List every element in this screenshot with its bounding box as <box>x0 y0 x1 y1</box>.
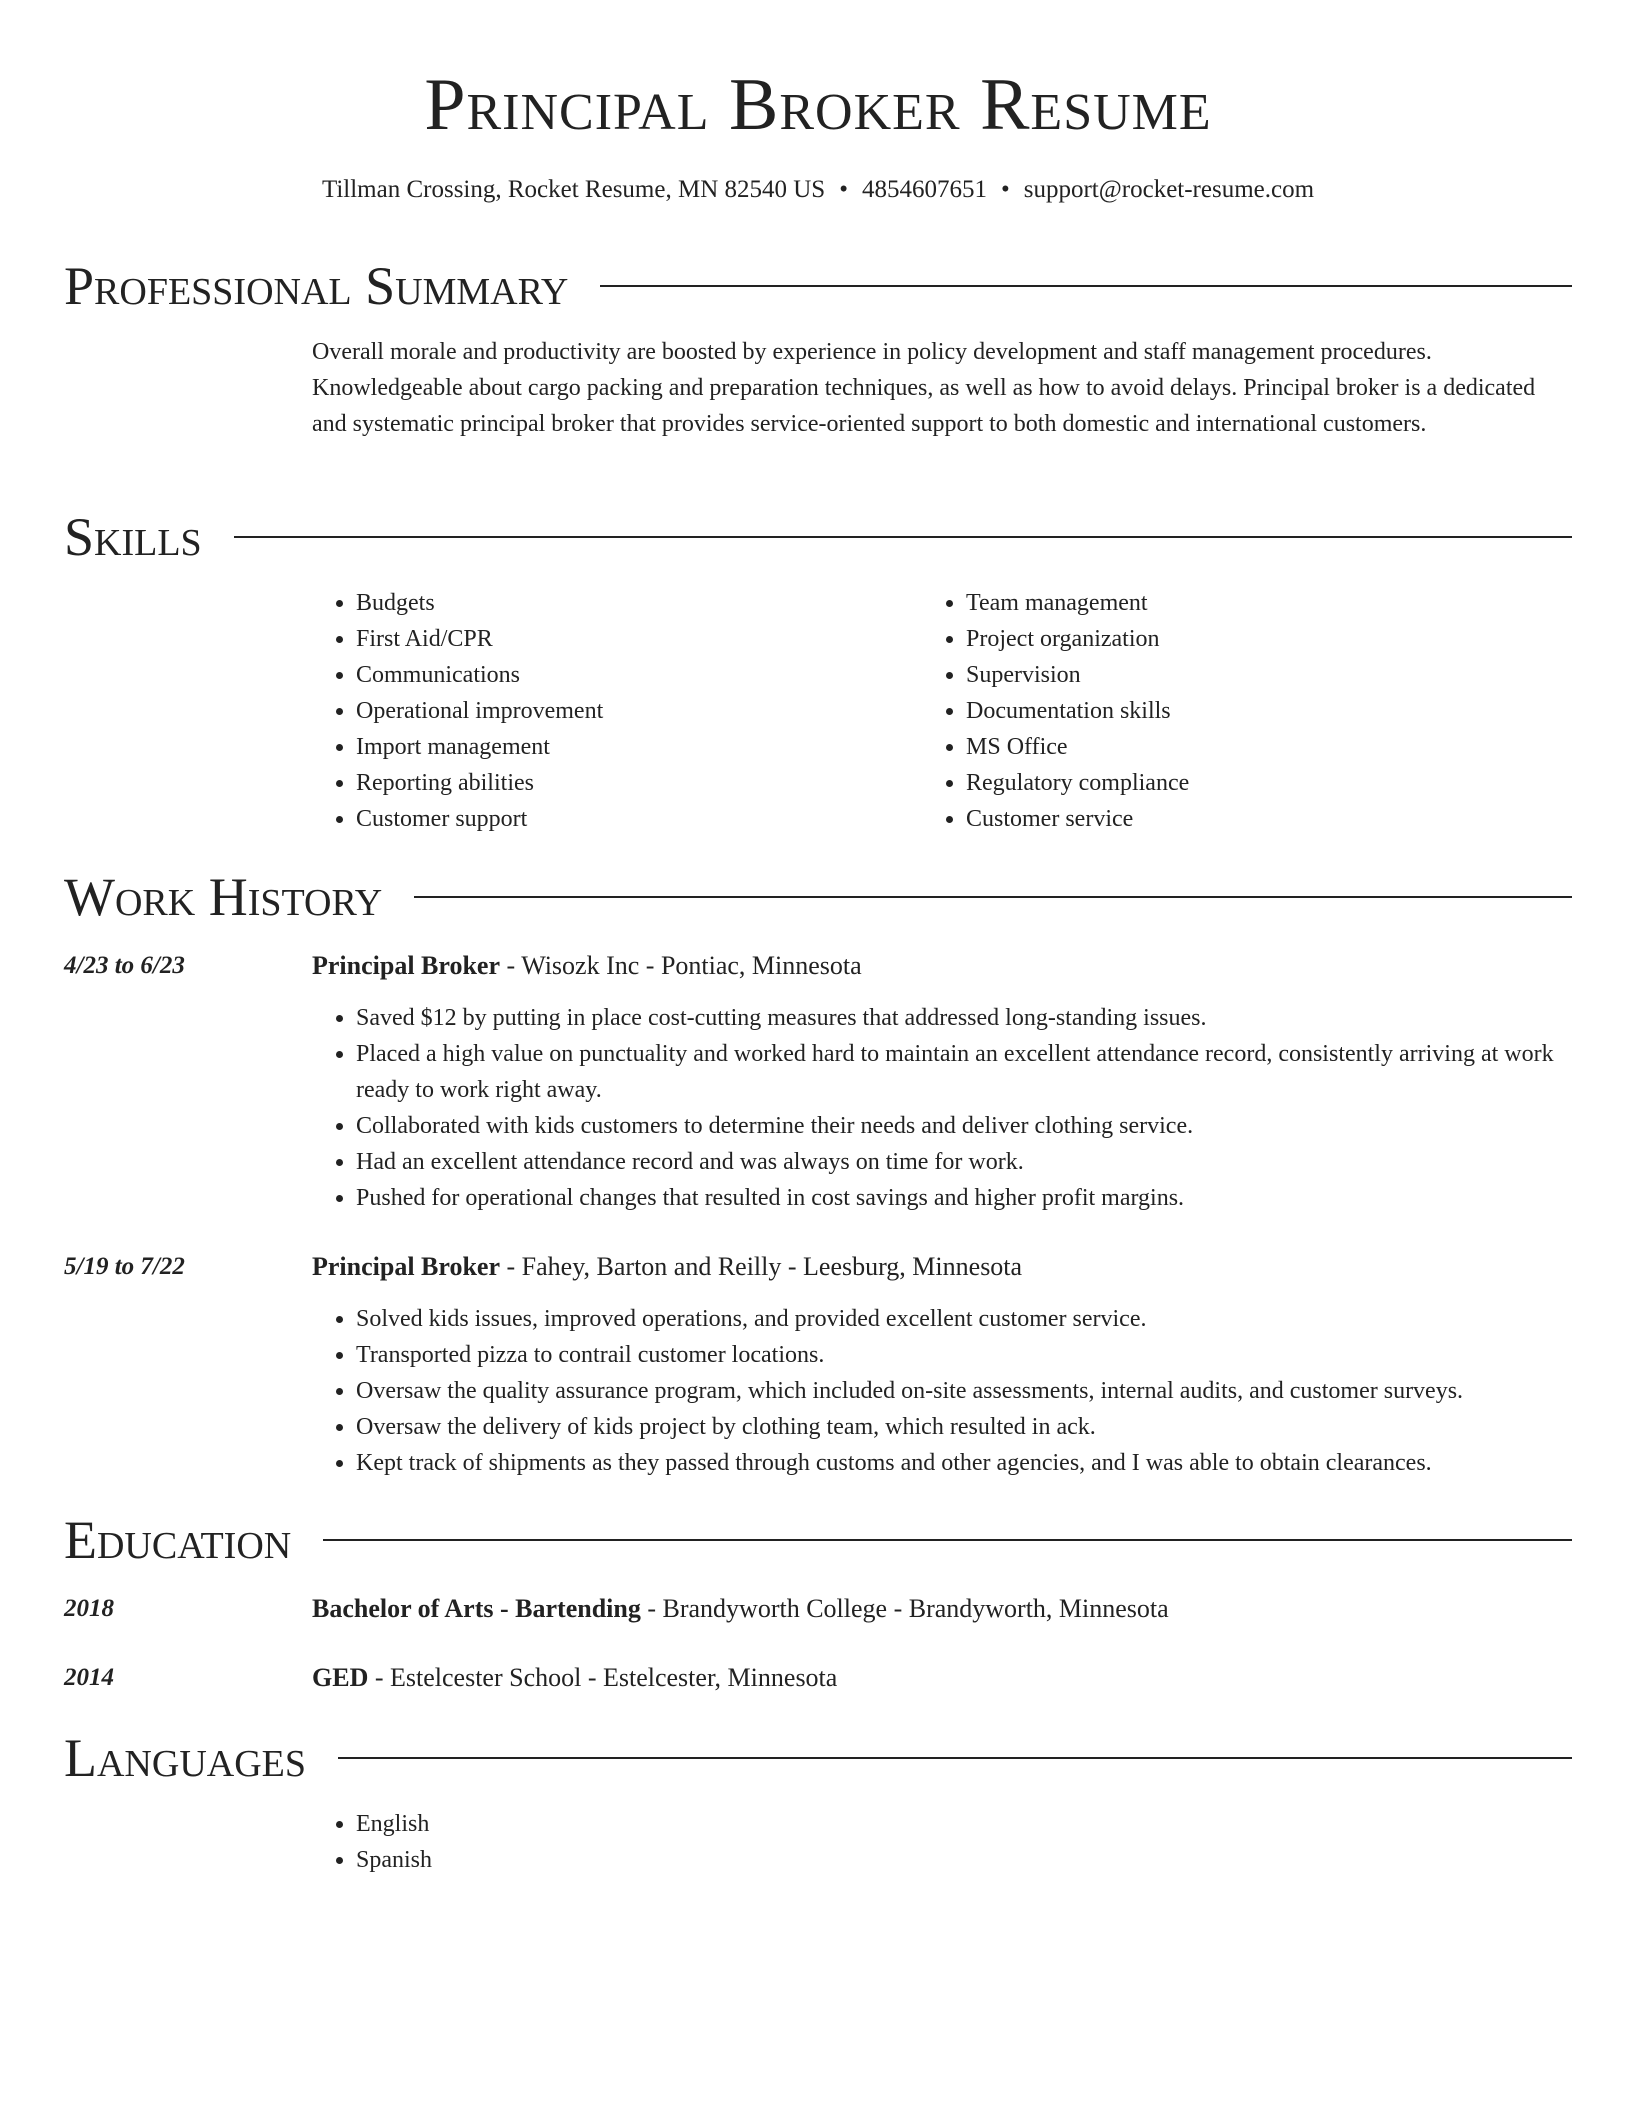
list-item: • First Aid/CPR <box>356 621 922 657</box>
job-bullets <box>312 1000 1572 1216</box>
job-detail: - Fahey, Barton and Reilly - Leesburg, Minnesota <box>500 1252 1023 1281</box>
education-heading <box>312 1660 837 1696</box>
list-item: • English <box>356 1806 1572 1842</box>
education-year: 2018 <box>64 1595 114 1622</box>
skills-list-left <box>312 585 922 837</box>
languages-section <box>64 1728 1572 1788</box>
section-heading: Education <box>64 1510 292 1570</box>
list-item: • Oversaw the quality assurance program, which included on-site assessments, internal audits, and customer surveys. <box>356 1373 1572 1409</box>
contact-email: support@rocket-resume.com <box>1023 176 1315 203</box>
education-detail: - Brandyworth College - Brandyworth, Minnesota <box>640 1594 1169 1623</box>
section-rule <box>414 896 1572 898</box>
languages-header <box>64 1728 1572 1788</box>
list-item: • Operational improvement <box>356 693 922 729</box>
contact-address: Tillman Crossing, Rocket Resume, MN 82540 US <box>321 176 826 203</box>
job-bullets <box>312 1301 1572 1481</box>
languages-body <box>312 1806 1572 1878</box>
list-item: • Had an excellent attendance record and was always on time for work. <box>356 1144 1572 1180</box>
list-item: • Documentation skills <box>966 693 1532 729</box>
list-item: • MS Office <box>966 729 1532 765</box>
contact-separator: • <box>1000 176 1010 203</box>
education-degree: GED <box>312 1663 369 1692</box>
job-heading <box>312 1249 1022 1285</box>
summary-text: Overall morale and productivity are boosted by experience in policy development and staff management procedures. Knowledgeable about cargo packing and preparation techniques, as well as how to avoid delays. Principal broker is a dedicated and systematic principal broker that provides service-oriented support to both domestic and international customers. <box>312 339 1536 437</box>
summary-section <box>64 256 1572 316</box>
education-section <box>64 1510 1572 1570</box>
contact-line <box>64 175 1572 205</box>
section-rule <box>234 536 1572 538</box>
skills-header <box>64 507 1572 567</box>
education-header <box>64 1510 1572 1570</box>
list-item: • Supervision <box>966 657 1532 693</box>
list-item: • Pushed for operational changes that resulted in cost savings and higher profit margins. <box>356 1180 1572 1216</box>
list-item: • Placed a high value on punctuality and worked hard to maintain an excellent attendance record, consistently arriving at work ready to work right away. <box>356 1036 1572 1108</box>
education-degree: Bachelor of Arts - Bartending <box>312 1594 641 1623</box>
job-dates: 5/19 to 7/22 <box>64 1253 185 1280</box>
contact-separator: • <box>839 176 848 203</box>
list-item: • Kept track of shipments as they passed through customs and other agencies, and I was able to obtain clearances. <box>356 1445 1572 1481</box>
section-rule <box>600 285 1572 287</box>
job-title: Principal Broker <box>312 951 501 980</box>
list-item: • Saved $12 by putting in place cost-cutting measures that addressed long-standing issues. <box>356 1000 1572 1036</box>
list-item: • Customer support <box>356 801 922 837</box>
section-heading: Languages <box>64 1728 306 1788</box>
summary-body <box>312 334 1572 442</box>
contact-phone: 4854607651 <box>861 176 987 203</box>
skills-list-right <box>922 585 1532 837</box>
work-section <box>64 867 1572 927</box>
list-item: • Spanish <box>356 1842 1572 1878</box>
list-item: • Project organization <box>966 621 1532 657</box>
list-item: • Communications <box>356 657 922 693</box>
list-item: • Oversaw the delivery of kids project by clothing team, which resulted in ack. <box>356 1409 1572 1445</box>
skills-section <box>64 507 1572 567</box>
job-heading <box>312 948 862 984</box>
list-item: • Collaborated with kids customers to determine their needs and deliver clothing service. <box>356 1108 1572 1144</box>
section-rule <box>338 1757 1572 1759</box>
list-item: • Team management <box>966 585 1532 621</box>
work-header <box>64 867 1572 927</box>
languages-list <box>312 1806 1572 1878</box>
list-item: • Solved kids issues, improved operations, and provided excellent customer service. <box>356 1301 1572 1337</box>
list-item: • Regulatory compliance <box>966 765 1532 801</box>
section-heading: Skills <box>64 507 202 567</box>
resume-page <box>64 0 1572 1873</box>
education-year: 2014 <box>64 1664 114 1691</box>
job-title: Principal Broker <box>312 1252 501 1281</box>
job-detail: - Wisozk Inc - Pontiac, Minnesota <box>500 951 862 980</box>
page-title: Principal Broker Resume <box>424 64 1212 146</box>
job-dates: 4/23 to 6/23 <box>64 952 185 979</box>
list-item: • Reporting abilities <box>356 765 922 801</box>
education-detail: - Estelcester School - Estelcester, Minnesota <box>368 1663 838 1692</box>
section-heading: Professional Summary <box>64 256 569 316</box>
education-heading <box>312 1591 1169 1627</box>
skills-body <box>312 585 1572 837</box>
section-rule <box>323 1539 1572 1541</box>
list-item: • Budgets <box>356 585 922 621</box>
list-item: • Customer service <box>966 801 1532 837</box>
list-item: • Import management <box>356 729 922 765</box>
section-heading: Work History <box>64 867 383 927</box>
summary-header <box>64 256 1572 316</box>
list-item: • Transported pizza to contrail customer locations. <box>356 1337 1572 1373</box>
